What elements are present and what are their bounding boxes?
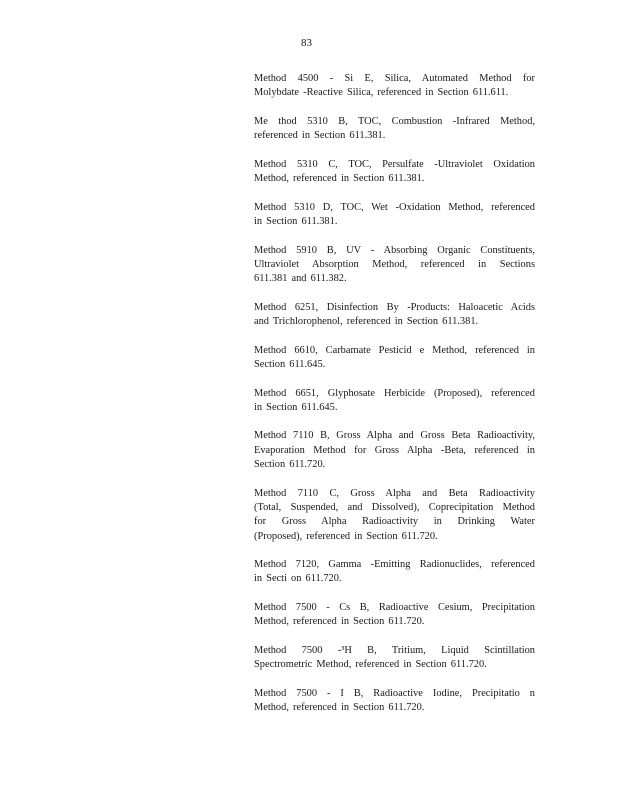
method-entry-line: Molybdate -Reactive Silica, referenced in Section 611.611.: [254, 87, 509, 99]
method-entry: [254, 344, 535, 373]
method-entry-line: Method 7500 - Cs B, Radioactive Cesium, Precipitation: [254, 601, 535, 613]
method-entry-line: (Total, Suspended, and Dissolved), Coprecipitation Method: [254, 501, 535, 513]
method-entry-line: Method 7500 -³H B, Tritium, Liquid Scintillation: [254, 644, 535, 656]
method-entry: [254, 115, 535, 144]
method-entry-line: Method 5310 D, TOC, Wet -Oxidation Method, referenced: [254, 201, 535, 213]
method-entry: [254, 301, 535, 330]
method-entry: [254, 644, 535, 673]
method-entry-line: Me thod 5310 B, TOC, Combustion -Infrared Method,: [254, 115, 535, 127]
method-entry: [254, 72, 535, 101]
method-entry: [254, 487, 535, 544]
method-entry-line: Method 7110 B, Gross Alpha and Gross Beta Radioactivity,: [254, 430, 535, 442]
method-entry: [254, 687, 535, 716]
method-entry-line: Method 7110 C, Gross Alpha and Beta Radioactivity: [254, 487, 535, 499]
method-entry-line: Method 6251, Disinfection By -Products: Haloacetic Acids: [254, 301, 535, 313]
method-entry-line: Method 4500 - Si E, Silica, Automated Method for: [254, 73, 535, 84]
method-entry-line: Method 5310 C, TOC, Persulfate -Ultraviolet Oxidation: [254, 158, 535, 170]
method-entry-line: Section 611.720.: [254, 459, 326, 471]
method-entry: [254, 387, 535, 416]
method-entry: [254, 201, 535, 230]
method-entry: [254, 244, 535, 287]
method-entry-line: Method 7120, Gamma -Emitting Radionuclides, referenced: [254, 559, 535, 571]
method-entry-line: Method 6651, Glyphosate Herbicide (Proposed), referenced: [254, 387, 535, 399]
method-entry-line: Method, referenced in Section 611.381.: [254, 173, 425, 185]
method-entry-line: Evaporation Method for Gross Alpha -Beta, referenced in: [254, 444, 535, 456]
method-entry-line: Section 611.645.: [254, 358, 326, 370]
method-entry: [254, 558, 535, 587]
method-entry-line: for Gross Alpha Radioactivity in Drinking Water: [254, 516, 535, 528]
method-entry-line: in Section 611.645.: [254, 401, 338, 413]
method-entry-line: and Trichlorophenol, referenced in Section 611.381.: [254, 316, 479, 328]
method-entry-line: referenced in Section 611.381.: [254, 130, 386, 142]
method-reference-list: [254, 72, 535, 730]
method-entry: [254, 158, 535, 187]
method-entry-line: Spectrometric Method, referenced in Section 611.720.: [254, 659, 487, 671]
method-entry-line: (Proposed), referenced in Section 611.720.: [254, 530, 438, 542]
method-entry-line: Method 7500 - I B, Radioactive Iodine, Precipitatio n: [254, 687, 535, 699]
method-entry: [254, 429, 535, 472]
method-entry-line: Method, referenced in Section 611.720.: [254, 616, 425, 628]
method-entry-line: in Secti on 611.720.: [254, 573, 342, 585]
method-entry-line: Method 6610, Carbamate Pesticid e Method, referenced in: [254, 344, 535, 356]
method-entry-line: Method 5910 B, UV - Absorbing Organic Constituents,: [254, 244, 535, 256]
method-entry-line: Method, referenced in Section 611.720.: [254, 702, 425, 714]
method-entry-line: 611.381 and 611.382.: [254, 273, 347, 285]
method-entry-line: in Section 611.381.: [254, 215, 338, 227]
method-entry: [254, 601, 535, 630]
method-entry-line: Ultraviolet Absorption Method, referenced in Sections: [254, 258, 535, 270]
page-number: 83: [301, 37, 312, 49]
